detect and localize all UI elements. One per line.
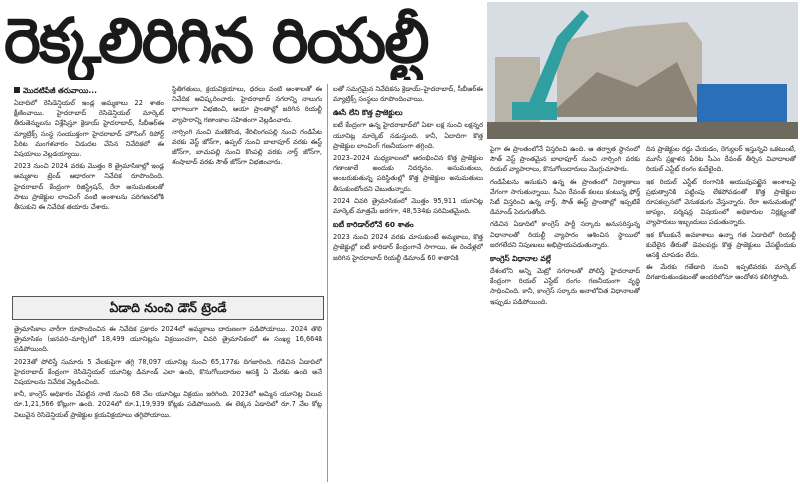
box-para: 2023తో పోలిస్తే సుమారు 5 వేలకుపైగా తగ్గి 78,097 యూనిట్ల నుంచి 65,177కు దిగజారింది. గడిచిన ఏడాదిలో హైదరాబాద్ కేంద్రంగా రెసిడెన్షియల్ యూనిట్ల డిమాండ్ ఎలా ఉంది, కొనుగోలుదారుల ఆసక్తి ఏ మేరకు ఉంది అనే విషయాలను నివేదిక వెల్లడించింది. bbox=[14, 357, 322, 387]
subheading-congress-policies: కాంగ్రెస్ విధానాల వల్లే bbox=[490, 254, 551, 264]
column-1 bbox=[14, 98, 164, 292]
column-rule bbox=[327, 84, 328, 482]
col4-para: గండిపేటను ఆనుకుని ఉన్న ఈ ప్రాంతంలో నిర్మాణాలు వేగంగా సాగుతున్నాయి. సీఎం రేవంత్ కలలు కంటున్న ఫోర్త్ సిటీ విస్తరించి ఉన్న నార్త్, సౌత్ ఈస్ట్ ప్రాంతాల్లో ఇప్పటికే డిమాండ్ పెరుగుతోంది. bbox=[490, 177, 640, 217]
photo-ground bbox=[487, 122, 798, 139]
col5-para: ఇక రియల్ ఎస్టేట్ రంగానికి ఆయువుపట్టైన అంశాలపై ప్రభుత్వానికి పట్టింపు లేకపోవడంతో కొత్త ప్రాజెక్టుల రూపకల్పనలో వెనుకడుగు వేస్తున్నారు. రేరా అనుమతుల్లో జాప్యం, పర్మిషన్ల విషయంలో అధికారుల నిర్లక్ష్యంతో వ్యాపారులు ఇబ్బందులు పడుతున్నారు. bbox=[646, 177, 796, 227]
col4-para: దేశంలోని అన్ని మెట్రో నగరాలతో పోలిస్తే హైదరాబాద్ కేంద్రంగా రియల్ ఎస్టేట్ రంగం గణనీయంగా వృద్ధి సాధించింది. కానీ, కాంగ్రెస్ సర్కారు అనాలోచిత విధానాలతో ఇప్పుడు పడిపోయింది. bbox=[490, 267, 640, 306]
box-para: కానీ, కాంగ్రెస్ అధికారం చేపట్టిన నాటి నుంచి 68 వేల యూనిట్లు విక్రయం జరిగింది. 2023లో అమ్మిన యూనిట్ల విలువ రూ.1,21,566 కోట్లుగా ఉంది. 2024లో రూ.1,19,939 కోట్లకు పడిపోయింది. ఈ లెక్కన ఏడాదిలో రూ.7 వేల కోట్ల విలువైన రెసిడెన్షియల్ ప్రాజెక్టుల క్రయవిక్రయాలు తగ్గిపోయాయి. bbox=[14, 390, 322, 419]
column-5 bbox=[646, 144, 796, 482]
col1-para: ఏదాదిలో రెసిడెన్షియల్ ఇండ్ల అమ్మకాలు 22 శాతం క్షీణించాయి. హైదరాబాద్ రెసిడెన్షియల్ మార్కెట్ తీరుతెన్నులను విశ్లేషిస్తూ క్రెడాయ్ హైదరాబాద్, సీబీఆర్ఈ మ్యాట్రిక్స్ సంస్థ సంయుక్తంగా హైదరాబాద్ హౌసింగ్ రిపోర్ట్ పేరిట మంగళవారం విడుదల చేసిన నివేదికలో ఈ విషయాలు వెల్లడయ్యాయి. bbox=[14, 99, 164, 159]
col2-para: నార్సింగి నుంచి మణికొండ, శేరిలింగంపల్లి నుంచి గండిపేట వరకు వెస్ట్ జోన్‌గా, ఉప్పల్ నుంచి బాలాపూర్ వరకు ఈస్ట్ జోన్‌గా, బాచుపల్లి నుంచి కొంపల్లి వరకు నార్త్ జోన్‌గా, శంషాబాద్ వరకు సౌత్ జోన్‌గా విభజించారు. bbox=[172, 127, 322, 167]
col5-para: దిన ప్రాజెక్టుల రద్దు చేయడం, రెగ్యులర్ ఇస్తున్నవి ఒకటుంటే, మూసీ ప్రక్షాళన పేరిట సీఎం రేవంత్ తీర్చిన వివాదాలతో రియల్ ఎస్టేట్ రంగం కుదేలైంది. bbox=[646, 145, 796, 174]
col4-para: గడిచిన ఏడాదిలో కాంగ్రెస్ పార్టీ సర్కారు అనుసరిస్తున్న విధానాలతో రియల్టీ వ్యాపారం ఆశించిన స్థాయిలో జరగలేదని నిపుణులు అభిప్రాయపడుతున్నారు. bbox=[490, 220, 640, 249]
col3-para: 2023–2024 మధ్యకాలంలో ఆరంభించిన కొత్త ప్రాజెక్టుల గణాంకాలే అందుకు నిదర్శనం. అనుమతులు, అంబరుకుతున్న పరిస్థితుల్లో కొత్త ప్రాజెక్టుల అనుమతులు తీసుకుంటోందని చెబుతున్నారు. bbox=[333, 154, 483, 193]
kicker-continued: మొదటిపేజీ తరువాయి... bbox=[14, 86, 97, 97]
col3-para: ఐటీ కేంద్రంగా ఉన్న హైదరాబాద్‌లో ఏటా లక్ష నుంచి లక్షన్నర యూనిట్ల మార్కెట్ నడుస్తుంది. కానీ, ఏదాదిగా కొత్త ప్రాజెక్టుల లాంచింగ్ గణనీయంగా తగ్గింది. bbox=[333, 121, 483, 150]
subheading-it-corridor: ఐటీ కారిడార్‌లోనే 60 శాతం bbox=[333, 220, 414, 230]
column-3 bbox=[333, 84, 483, 482]
headline: రెక్కలిరిగిన రియల్టీ bbox=[4, 4, 428, 77]
col5-para: ఈ మేరకు గతేడాది నుంచి ఇప్పటివరకు మార్కెట్ దిగజారుతుండటంతో అందరిలోనూ ఆందోళన కలిగిస్తోంది. bbox=[646, 263, 796, 282]
col5-para: ఇక కోలుకునే అవకాశాలు ఉన్నా గత ఏడాదిలో రియల్టీ కుదేలైన తీరుతో డెవలపర్లు కొత్త ప్రాజెక్టులు చేపట్టేందుకు ఆసక్తి చూపడం లేదు. bbox=[646, 230, 796, 260]
column-2 bbox=[172, 84, 322, 292]
photo-excavator-body bbox=[512, 102, 557, 120]
subheading-new-projects: ఊసే లేని కొత్త ప్రాజెక్టులు bbox=[333, 108, 403, 118]
col2-para: స్థితిగతులు, క్రయవిక్రయాలు, ధరలు వంటి అంశాలతో ఈ నివేదిక ఆవిష్కరించారు. హైదరాబాద్ నగరాన్ని నాలుగు భాగాలుగా విభజించి, ఆయా ప్రాంతాల్లో జరిగిన రియల్టీ వ్యాపారాన్ని గణాంకాల సహితంగా వెల్లడించారు. bbox=[172, 85, 322, 124]
col4-para: పైగా ఈ ప్రాంతంలోనే విస్తరించి ఉంది. ఆ తర్వాత స్థానంలో సౌత్ వెస్ట్ ప్రాంతమైన బాలాపూర్ నుంచి నార్సింగి వరకు రియల్ వ్యాపారాలు, కొనుగోలుదారులు మొగ్గుచూపారు. bbox=[490, 145, 640, 174]
col3-para: లతో సమగ్రమైన నివేదికను క్రెడాయ్–హైదరాబాద్, సీబీఆర్ఈ మ్యాట్రిక్స్ సంస్థలు రూపొందించాయి. bbox=[333, 85, 483, 104]
column-4 bbox=[490, 144, 640, 482]
box-body bbox=[14, 324, 322, 482]
box-para: త్రైమాసికాల వారీగా రూపొందించిన ఈ నివేదిక ప్రకారం 2024లో అమ్మకాలు దారుణంగా పడిపోయాయి. 2024 తొలి త్రైమాసికం (జనవరి–మార్చి)లో 18,499 యూనిట్లను విక్రయించగా, చివరి త్రైమాసికంలో ఈ సంఖ్య 16,664కి పడిపోయింది. bbox=[14, 325, 322, 354]
col3-para: 2023 నుంచి 2024 వరకు చూసుకుంటే అమ్మకాలు, కొత్త ప్రాజెక్టుల్లో ఐటీ కారిడార్ కేంద్రంగానే సాగాయి. ఈ రెండేళ్లలో జరిగిన హైదరాబాద్ రియల్టీ డిమాండ్ 60 శాతానికి bbox=[333, 233, 483, 262]
box-heading: ఏడాది నుంచి డౌన్ ట్రెండే bbox=[12, 296, 324, 320]
col3-para: 2024 చివరి త్రైమాసికంలో మొత్తం 95,911 యూనిట్ల మార్కెట్ మాత్రమే జరగగా, 48,534కు పరిమితమైంది. bbox=[333, 196, 483, 216]
col1-para: 2023 నుంచి 2024 వరకు మొత్తం 8 త్రైమాసికాల్లో ఇండ్ల అమ్మకాల ట్రెండ్ ఆధారంగా నివేదిక రూపొందింది. హైదరాబాద్ కేంద్రంగా రిజిస్ట్రేషన్, రేరా అనుమతులతో పాటు ప్రాజెక్టుల లాంచింగ్ వంటి అంశాలను పరిగణనలోకి తీసుకుని ఈ నివేదిక తయారు చేశారు. bbox=[14, 162, 164, 212]
photo-container bbox=[697, 84, 787, 124]
demolition-photo bbox=[487, 2, 798, 139]
